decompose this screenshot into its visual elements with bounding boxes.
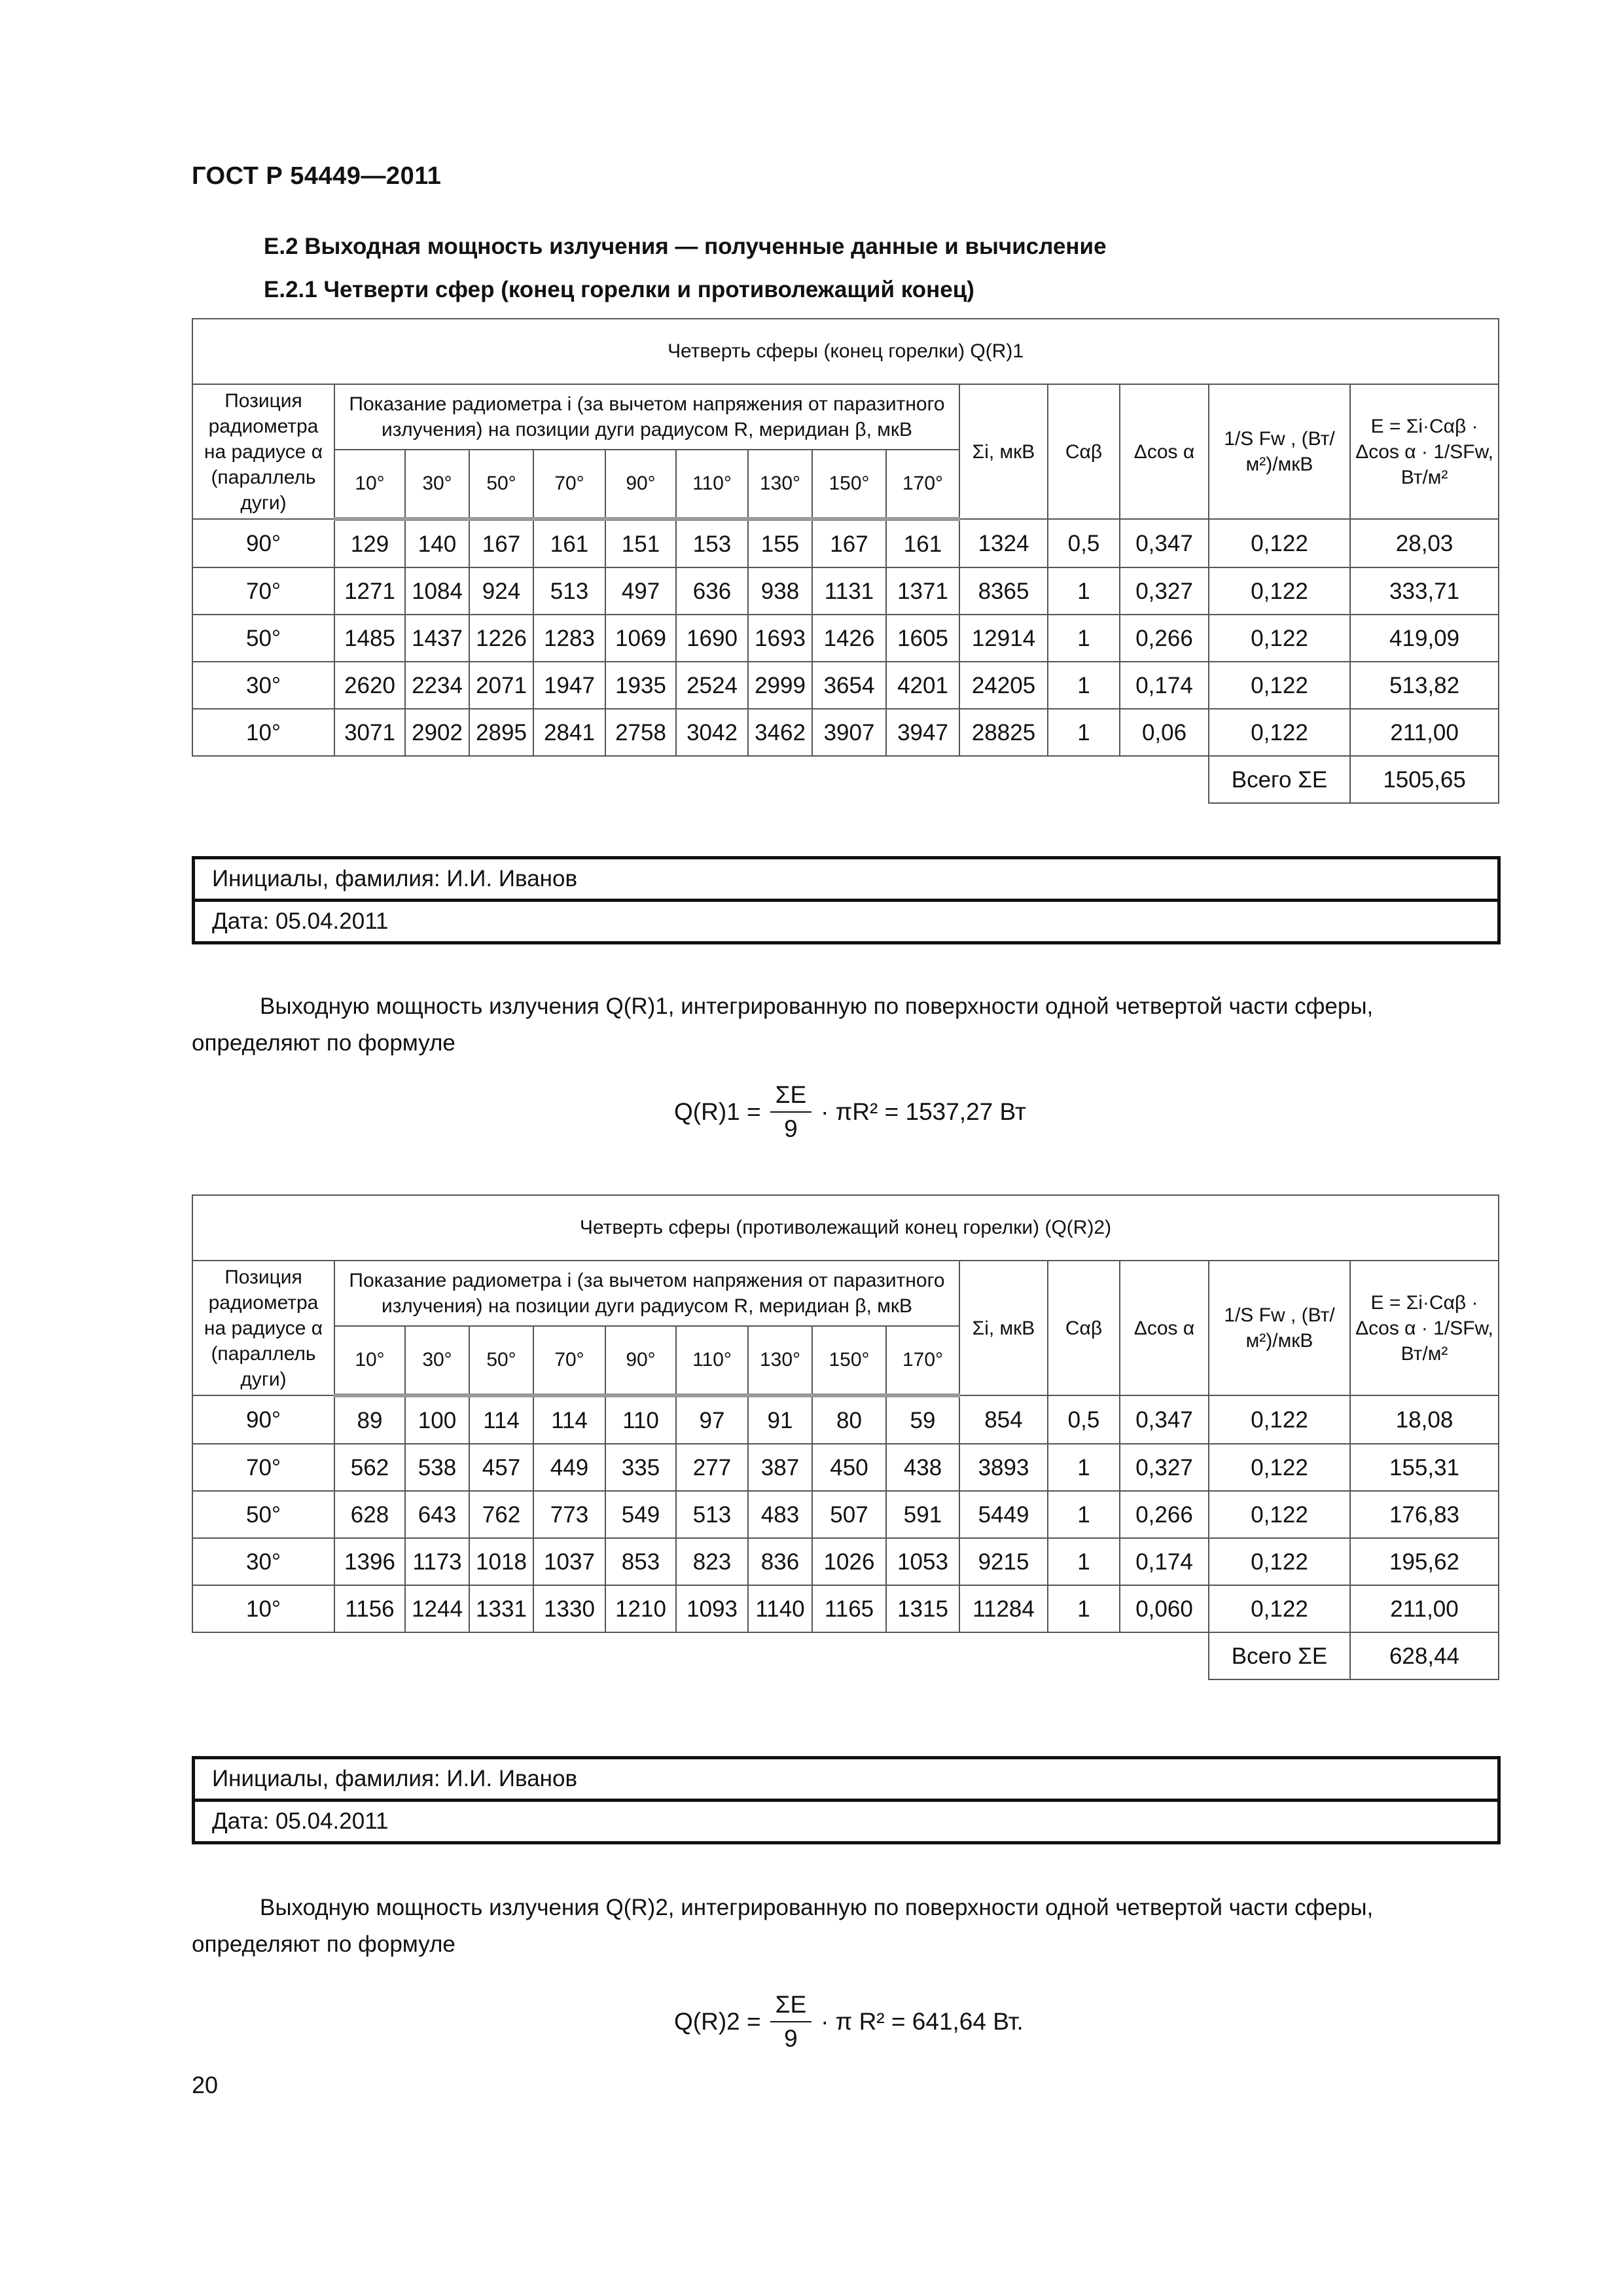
table-cell: 0,122 <box>1209 1444 1350 1491</box>
table-cell: 1690 <box>676 615 748 662</box>
table-cell: 3654 <box>812 662 886 709</box>
table-cell: 151 <box>605 519 676 567</box>
formula-numerator: ΣE <box>770 1991 812 2022</box>
table-cell: 762 <box>469 1491 533 1538</box>
table-cell: 0,122 <box>1209 519 1350 567</box>
table-cell: 1396 <box>334 1538 405 1585</box>
table-cell: 2758 <box>605 709 676 756</box>
table-cell: 0,266 <box>1120 1491 1209 1538</box>
col-header-cab: Cαβ <box>1048 384 1120 519</box>
total-value: 1505,65 <box>1350 756 1499 803</box>
col-header-reading: Показание радиометра i (за вычетом напряжения от паразитного излучения) на позиции дуги радиусом R, меридиан β, мкВ <box>334 1261 959 1326</box>
table-caption: Четверть сферы (противолежащий конец горелки) (Q(R)2) <box>192 1195 1499 1261</box>
table-cell: 3893 <box>959 1444 1048 1491</box>
table-cell: 80 <box>812 1395 886 1444</box>
table-cell: 1131 <box>812 567 886 615</box>
table-cell: 450 <box>812 1444 886 1491</box>
table-cell: 129 <box>334 519 405 567</box>
table-cell: 2071 <box>469 662 533 709</box>
table-cell: 114 <box>533 1395 605 1444</box>
col-header-e: E = Σi·Cαβ · Δcos α · 1/SFw, Вт/м² <box>1350 384 1499 519</box>
table-row <box>192 519 1499 567</box>
formula-denominator: 9 <box>784 2025 798 2052</box>
table-cell: 1226 <box>469 615 533 662</box>
table-cell: 483 <box>748 1491 812 1538</box>
meridian-header: 130° <box>748 450 812 519</box>
table-cell: 3462 <box>748 709 812 756</box>
document-header: ГОСТ Р 54449—2011 <box>192 162 442 190</box>
meridian-header: 50° <box>469 450 533 519</box>
table-cell: 1173 <box>405 1538 469 1585</box>
meridian-header: 170° <box>886 450 959 519</box>
table-cell: 3042 <box>676 709 748 756</box>
table-cell: 70° <box>192 567 334 615</box>
table-cell: 643 <box>405 1491 469 1538</box>
formula-denominator: 9 <box>784 1115 798 1142</box>
col-header-reading: Показание радиометра i (за вычетом напряжения от паразитного излучения) на позиции дуги радиусом R, меридиан β, мкВ <box>334 384 959 450</box>
table-cell: 1165 <box>812 1585 886 1632</box>
page-number: 20 <box>192 2072 219 2098</box>
table-cell: 167 <box>469 519 533 567</box>
table-cell: 211,00 <box>1350 1585 1499 1632</box>
meridian-header: 90° <box>605 450 676 519</box>
table-cell: 0,122 <box>1209 1395 1350 1444</box>
table-cell: 2620 <box>334 662 405 709</box>
meridian-header: 70° <box>533 450 605 519</box>
table-cell: 3947 <box>886 709 959 756</box>
col-header-sum: Σi, мкВ <box>959 384 1048 519</box>
meridian-header: 30° <box>405 1326 469 1395</box>
table-cell: 1331 <box>469 1585 533 1632</box>
table-row <box>192 567 1499 615</box>
table-cell: 854 <box>959 1395 1048 1444</box>
table-cell: 155 <box>748 519 812 567</box>
table-row <box>192 1491 1499 1538</box>
meridian-header: 170° <box>886 1326 959 1395</box>
table-cell: 2841 <box>533 709 605 756</box>
table-cell: 773 <box>533 1491 605 1538</box>
table-caption: Четверть сферы (конец горелки) Q(R)1 <box>192 319 1499 384</box>
table-cell: 387 <box>748 1444 812 1491</box>
table-cell: 0,174 <box>1120 1538 1209 1585</box>
table-cell: 0,327 <box>1120 1444 1209 1491</box>
table-cell: 1485 <box>334 615 405 662</box>
table-cell: 24205 <box>959 662 1048 709</box>
table-cell: 18,08 <box>1350 1395 1499 1444</box>
section-title-e21: Е.2.1 Четверти сфер (конец горелки и противолежащий конец) <box>264 277 974 302</box>
col-header-inv-sfw: 1/S Fw , (Вт/м²)/мкВ <box>1209 384 1350 519</box>
formula-fraction <box>770 1991 812 2053</box>
table-cell: 2234 <box>405 662 469 709</box>
table-cell: 3071 <box>334 709 405 756</box>
table-cell: 0,122 <box>1209 615 1350 662</box>
table-cell: 0,266 <box>1120 615 1209 662</box>
table-cell: 1 <box>1048 709 1120 756</box>
table-cell: 277 <box>676 1444 748 1491</box>
table-cell: 0,327 <box>1120 567 1209 615</box>
table-cell: 1693 <box>748 615 812 662</box>
table-cell: 1037 <box>533 1538 605 1585</box>
table-cell: 90° <box>192 519 334 567</box>
table-cell: 167 <box>812 519 886 567</box>
table-cell: 0,060 <box>1120 1585 1209 1632</box>
table-row <box>192 662 1499 709</box>
table-cell: 10° <box>192 709 334 756</box>
table-cell: 1283 <box>533 615 605 662</box>
table-cell: 0,347 <box>1120 519 1209 567</box>
table-cell: 1156 <box>334 1585 405 1632</box>
table-cell: 89 <box>334 1395 405 1444</box>
table-cell: 1 <box>1048 1538 1120 1585</box>
table-cell: 591 <box>886 1491 959 1538</box>
meridian-header: 110° <box>676 450 748 519</box>
table-cell: 1330 <box>533 1585 605 1632</box>
signature-name: Инициалы, фамилия: И.И. Иванов <box>212 1766 578 1791</box>
formula-numerator: ΣE <box>770 1081 812 1113</box>
table-cell: 140 <box>405 519 469 567</box>
table-cell: 2999 <box>748 662 812 709</box>
table-cell: 1 <box>1048 615 1120 662</box>
table-cell: 1 <box>1048 1444 1120 1491</box>
meridian-header: 90° <box>605 1326 676 1395</box>
table-cell: 2524 <box>676 662 748 709</box>
table-row <box>192 1444 1499 1491</box>
signature-box-1 <box>192 856 1501 944</box>
col-header-inv-sfw: 1/S Fw , (Вт/м²)/мкВ <box>1209 1261 1350 1395</box>
signature-name: Инициалы, фамилия: И.И. Иванов <box>212 866 578 891</box>
table-cell: 97 <box>676 1395 748 1444</box>
table-cell: 507 <box>812 1491 886 1538</box>
table-row <box>192 1585 1499 1632</box>
table-cell: 11284 <box>959 1585 1048 1632</box>
table-cell: 1 <box>1048 1585 1120 1632</box>
col-header-sum: Σi, мкВ <box>959 1261 1048 1395</box>
table-cell: 0,122 <box>1209 1491 1350 1538</box>
paragraph-1 <box>192 988 1498 1062</box>
data-table-2 <box>192 1194 1499 1680</box>
meridian-header: 70° <box>533 1326 605 1395</box>
table-cell: 823 <box>676 1538 748 1585</box>
table-cell: 1053 <box>886 1538 959 1585</box>
table-row <box>192 615 1499 662</box>
table-cell: 1324 <box>959 519 1048 567</box>
table-row <box>192 1395 1499 1444</box>
signature-date: Дата: 05.04.2011 <box>195 899 1497 941</box>
table-cell: 211,00 <box>1350 709 1499 756</box>
table-cell: 59 <box>886 1395 959 1444</box>
table-cell: 1 <box>1048 662 1120 709</box>
table-cell: 70° <box>192 1444 334 1491</box>
table-cell: 1210 <box>605 1585 676 1632</box>
table-cell: 50° <box>192 615 334 662</box>
formula-rhs: · π R² = 641,64 Вт. <box>821 2008 1024 2035</box>
col-header-e: E = Σi·Cαβ · Δcos α · 1/SFw, Вт/м² <box>1350 1261 1499 1395</box>
table-cell: 449 <box>533 1444 605 1491</box>
table-cell: 30° <box>192 1538 334 1585</box>
table-cell: 497 <box>605 567 676 615</box>
table-cell: 1371 <box>886 567 959 615</box>
meridian-header: 150° <box>812 450 886 519</box>
table-cell: 28,03 <box>1350 519 1499 567</box>
table-cell: 9215 <box>959 1538 1048 1585</box>
paragraph-text: Выходную мощность излучения Q(R)1, интегрированную по поверхности одной четвертой части сферы, определяют по формуле <box>192 994 1374 1056</box>
table-cell: 549 <box>605 1491 676 1538</box>
table-cell: 1244 <box>405 1585 469 1632</box>
formula-lhs: Q(R)1 = <box>674 1098 761 1125</box>
table-cell: 335 <box>605 1444 676 1491</box>
signature-box-2 <box>192 1756 1501 1844</box>
table-cell: 114 <box>469 1395 533 1444</box>
table-cell: 513,82 <box>1350 662 1499 709</box>
col-header-position: Позиция радиометра на радиусе α (параллель дуги) <box>192 384 334 519</box>
col-header-dcos: Δcos α <box>1120 384 1209 519</box>
table-cell: 176,83 <box>1350 1491 1499 1538</box>
formula-lhs: Q(R)2 = <box>674 2008 761 2035</box>
col-header-cab: Cαβ <box>1048 1261 1120 1395</box>
table-cell: 938 <box>748 567 812 615</box>
table-cell: 1271 <box>334 567 405 615</box>
table-cell: 0,5 <box>1048 1395 1120 1444</box>
table-cell: 1315 <box>886 1585 959 1632</box>
table-cell: 1935 <box>605 662 676 709</box>
meridian-header: 110° <box>676 1326 748 1395</box>
table-cell: 2902 <box>405 709 469 756</box>
paragraph-2 <box>192 1890 1498 1963</box>
paragraph-text: Выходную мощность излучения Q(R)2, интегрированную по поверхности одной четвертой части сферы, определяют по формуле <box>192 1895 1374 1957</box>
table-cell: 1437 <box>405 615 469 662</box>
table-cell: 628 <box>334 1491 405 1538</box>
table-cell: 161 <box>886 519 959 567</box>
meridian-header: 130° <box>748 1326 812 1395</box>
table-cell: 12914 <box>959 615 1048 662</box>
meridian-header: 50° <box>469 1326 533 1395</box>
table-cell: 836 <box>748 1538 812 1585</box>
table-cell: 636 <box>676 567 748 615</box>
table-cell: 457 <box>469 1444 533 1491</box>
table-cell: 562 <box>334 1444 405 1491</box>
table-cell: 1947 <box>533 662 605 709</box>
table-cell: 1140 <box>748 1585 812 1632</box>
formula-fraction <box>770 1081 812 1143</box>
table-cell: 0,06 <box>1120 709 1209 756</box>
total-value: 628,44 <box>1350 1632 1499 1679</box>
table-cell: 1026 <box>812 1538 886 1585</box>
formula-rhs: · πR² = 1537,27 Вт <box>821 1098 1026 1125</box>
data-table-1 <box>192 318 1499 804</box>
table-cell: 513 <box>676 1491 748 1538</box>
col-header-dcos: Δcos α <box>1120 1261 1209 1395</box>
table-cell: 853 <box>605 1538 676 1585</box>
table-cell: 161 <box>533 519 605 567</box>
table-cell: 1084 <box>405 567 469 615</box>
table-cell: 100 <box>405 1395 469 1444</box>
table-cell: 0,5 <box>1048 519 1120 567</box>
table-cell: 5449 <box>959 1491 1048 1538</box>
meridian-header: 10° <box>334 450 405 519</box>
table-cell: 419,09 <box>1350 615 1499 662</box>
table-cell: 0,347 <box>1120 1395 1209 1444</box>
table-cell: 91 <box>748 1395 812 1444</box>
meridian-header: 10° <box>334 1326 405 1395</box>
table-cell: 1069 <box>605 615 676 662</box>
table-cell: 513 <box>533 567 605 615</box>
table-row <box>192 1538 1499 1585</box>
table-cell: 0,122 <box>1209 709 1350 756</box>
table-cell: 195,62 <box>1350 1538 1499 1585</box>
table-cell: 50° <box>192 1491 334 1538</box>
table-cell: 0,174 <box>1120 662 1209 709</box>
table-cell: 1018 <box>469 1538 533 1585</box>
table-cell: 0,122 <box>1209 1538 1350 1585</box>
signature-date: Дата: 05.04.2011 <box>195 1799 1497 1841</box>
meridian-header: 150° <box>812 1326 886 1395</box>
table-cell: 0,122 <box>1209 567 1350 615</box>
total-label: Всего ΣE <box>1209 756 1350 803</box>
table-cell: 153 <box>676 519 748 567</box>
table-cell: 0,122 <box>1209 1585 1350 1632</box>
section-title-e2: Е.2 Выходная мощность излучения — полученные данные и вычисление <box>264 234 1107 259</box>
table-row <box>192 709 1499 756</box>
table-cell: 1605 <box>886 615 959 662</box>
table-cell: 3907 <box>812 709 886 756</box>
table-cell: 4201 <box>886 662 959 709</box>
table-cell: 1093 <box>676 1585 748 1632</box>
table-cell: 110 <box>605 1395 676 1444</box>
table-cell: 8365 <box>959 567 1048 615</box>
table-cell: 30° <box>192 662 334 709</box>
table-cell: 155,31 <box>1350 1444 1499 1491</box>
table-cell: 924 <box>469 567 533 615</box>
table-cell: 1 <box>1048 567 1120 615</box>
meridian-header: 30° <box>405 450 469 519</box>
table-cell: 90° <box>192 1395 334 1444</box>
table-cell: 0,122 <box>1209 662 1350 709</box>
table-cell: 333,71 <box>1350 567 1499 615</box>
table-cell: 438 <box>886 1444 959 1491</box>
formula-1 <box>674 1076 1026 1148</box>
table-cell: 2895 <box>469 709 533 756</box>
col-header-position: Позиция радиометра на радиусе α (параллель дуги) <box>192 1261 334 1395</box>
table-cell: 538 <box>405 1444 469 1491</box>
table-cell: 28825 <box>959 709 1048 756</box>
table-cell: 10° <box>192 1585 334 1632</box>
table-cell: 1 <box>1048 1491 1120 1538</box>
total-label: Всего ΣE <box>1209 1632 1350 1679</box>
formula-2 <box>674 1986 1024 2058</box>
table-cell: 1426 <box>812 615 886 662</box>
